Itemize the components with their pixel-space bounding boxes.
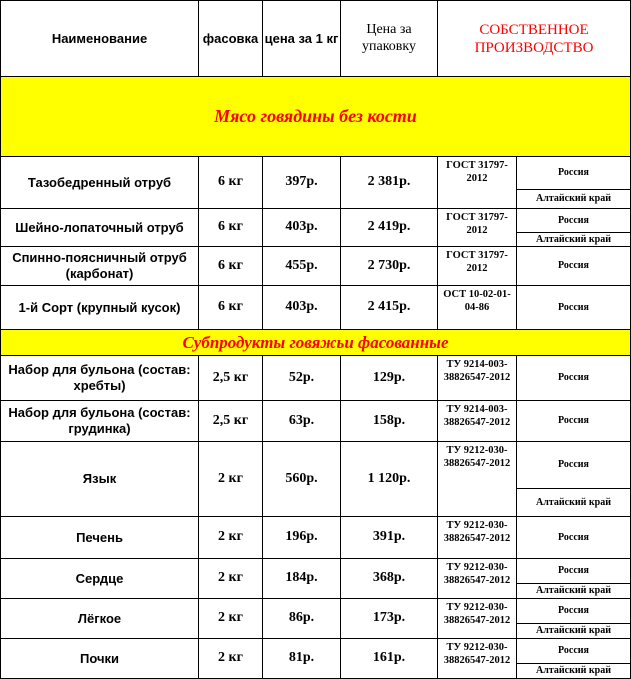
row-packing: 2,5 кг: [198, 355, 263, 401]
row-price-per-kg: 63р.: [262, 400, 341, 442]
row-packing: 6 кг: [198, 208, 263, 247]
row-standard: ТУ 9212-030-38826547-2012: [437, 598, 517, 639]
row-price-per-pack: 161р.: [340, 638, 438, 679]
row-standard: ТУ 9214-003-38826547-2012: [437, 400, 517, 442]
row-packing: 2 кг: [198, 516, 263, 559]
row-standard: ГОСТ 31797-2012: [437, 208, 517, 247]
row-price-per-kg: 397р.: [262, 156, 341, 209]
row-origin: Россия: [516, 355, 631, 401]
header-packing: фасовка: [198, 0, 263, 77]
row-origin: Россия: [516, 208, 631, 233]
row-standard: ГОСТ 31797-2012: [437, 246, 517, 286]
row-price-per-pack: 129р.: [340, 355, 438, 401]
row-origin: Россия: [516, 246, 631, 286]
row-origin-region: Алтайский край: [516, 663, 631, 679]
row-name: Спинно-поясничный отруб (карбонат): [0, 246, 199, 286]
row-packing: 2 кг: [198, 441, 263, 517]
row-name: Почки: [0, 638, 199, 679]
row-price-per-kg: 86р.: [262, 598, 341, 639]
section-title: Мясо говядины без кости: [0, 76, 631, 157]
row-origin: Россия: [516, 638, 631, 664]
row-price-per-kg: 560р.: [262, 441, 341, 517]
row-origin: Россия: [516, 516, 631, 559]
row-name: Язык: [0, 441, 199, 517]
row-standard: ОСТ 10-02-01-04-86: [437, 285, 517, 330]
row-price-per-kg: 403р.: [262, 208, 341, 247]
row-price-per-pack: 2 419р.: [340, 208, 438, 247]
row-name: Лёгкое: [0, 598, 199, 639]
row-price-per-pack: 158р.: [340, 400, 438, 442]
row-price-per-pack: 2 730р.: [340, 246, 438, 286]
row-origin: Россия: [516, 598, 631, 624]
row-origin: Россия: [516, 400, 631, 442]
header-price-per-pack: Цена за упаковку: [340, 0, 438, 77]
row-name: Тазобедренный отруб: [0, 156, 199, 209]
row-origin-region: Алтайский край: [516, 232, 631, 247]
row-price-per-pack: 2 415р.: [340, 285, 438, 330]
row-price-per-pack: 391р.: [340, 516, 438, 559]
row-price-per-pack: 368р.: [340, 558, 438, 599]
row-packing: 6 кг: [198, 246, 263, 286]
row-origin-region: Алтайский край: [516, 623, 631, 639]
row-price-per-kg: 52р.: [262, 355, 341, 401]
row-name: Печень: [0, 516, 199, 559]
row-price-per-pack: 173р.: [340, 598, 438, 639]
row-origin: Россия: [516, 441, 631, 489]
row-origin-region: Алтайский край: [516, 189, 631, 209]
row-origin-region: Алтайский край: [516, 488, 631, 517]
row-name: Набор для бульона (состав: грудинка): [0, 400, 199, 442]
row-packing: 2,5 кг: [198, 400, 263, 442]
row-standard: ГОСТ 31797-2012: [437, 156, 517, 209]
row-packing: 2 кг: [198, 598, 263, 639]
row-standard: ТУ 9212-030-38826547-2012: [437, 516, 517, 559]
row-standard: ТУ 9212-030-38826547-2012: [437, 558, 517, 599]
row-name: Набор для бульона (состав: хребты): [0, 355, 199, 401]
row-packing: 2 кг: [198, 638, 263, 679]
row-packing: 2 кг: [198, 558, 263, 599]
header-name: Наименование: [0, 0, 199, 77]
row-packing: 6 кг: [198, 285, 263, 330]
header-price-per-kg: цена за 1 кг: [262, 0, 341, 77]
header-own-production: СОБСТВЕННОЕ ПРОИЗВОДСТВО: [437, 0, 631, 77]
row-name: 1-й Сорт (крупный кусок): [0, 285, 199, 330]
row-price-per-kg: 455р.: [262, 246, 341, 286]
row-price-per-kg: 196р.: [262, 516, 341, 559]
row-name: Шейно-лопаточный отруб: [0, 208, 199, 247]
row-origin-region: Алтайский край: [516, 583, 631, 599]
row-origin: Россия: [516, 558, 631, 584]
row-price-per-pack: 1 120р.: [340, 441, 438, 517]
row-name: Сердце: [0, 558, 199, 599]
row-price-per-kg: 403р.: [262, 285, 341, 330]
row-standard: ТУ 9212-030-38826547-2012: [437, 441, 517, 517]
row-standard: ТУ 9212-030-38826547-2012: [437, 638, 517, 679]
section-title: Субпродукты говяжьи фасованные: [0, 329, 631, 356]
row-price-per-kg: 81р.: [262, 638, 341, 679]
row-price-per-kg: 184р.: [262, 558, 341, 599]
row-origin: Россия: [516, 156, 631, 190]
row-price-per-pack: 2 381р.: [340, 156, 438, 209]
row-packing: 6 кг: [198, 156, 263, 209]
row-origin: Россия: [516, 285, 631, 330]
row-standard: ТУ 9214-003-38826547-2012: [437, 355, 517, 401]
